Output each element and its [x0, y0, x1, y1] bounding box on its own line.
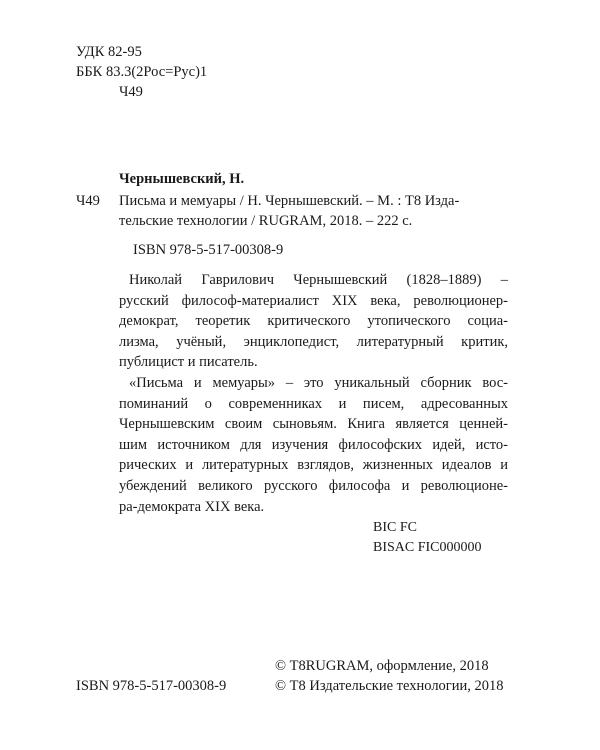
copyright-t8: © Т8 Издательские технологии, 2018	[275, 678, 504, 694]
annotation-line: ра-демократа XIX века.	[119, 498, 265, 515]
author-heading: Чернышевский, Н.	[119, 171, 245, 187]
title-line-2: тельские технологии / RUGRAM, 2018. – 222 с.	[119, 213, 413, 229]
annotation-line: Николай Гаврилович Чернышевский (1828–1889) –	[129, 272, 508, 288]
annotation-line: «Письма и мемуары» – это уникальный сборник вос-	[129, 375, 508, 391]
record-mark: Ч49	[76, 193, 100, 209]
bbk-code: ББК 83.3(2Рос=Рус)1	[76, 64, 208, 80]
annotation-paragraph-2	[119, 373, 508, 517]
annotation-line: лизма, учёный, энциклопедист, литературный критик,	[119, 333, 508, 350]
udk-code: УДК 82-95	[76, 44, 142, 60]
title-line-1: Письма и мемуары / Н. Чернышевский. – М. : Т8 Изда-	[119, 193, 460, 209]
record-isbn: ISBN 978-5-517-00308-9	[133, 242, 284, 258]
annotation-line: шим источником для изучения философских идей, исто-	[119, 436, 508, 453]
annotation-line: рических и литературных взглядов, жизненных идеалов и	[119, 457, 508, 474]
author-mark: Ч49	[119, 84, 143, 100]
annotation-line: демократ, теоретик критического утопического социа-	[119, 313, 508, 330]
annotation-line: Чернышевским своим сыновьям. Книга является ценней-	[119, 416, 508, 433]
annotation-line: поминаний о современниках и писем, адресованных	[119, 395, 508, 412]
annotation-line: русский философ-материалист XIX века, революционер-	[119, 292, 508, 309]
bisac-code: BISAC FIC000000	[373, 540, 482, 555]
annotation-line: публицист и писатель.	[119, 354, 258, 371]
annotation-paragraph-1	[119, 270, 508, 373]
bic-code: BIC FC	[373, 520, 417, 535]
footer-isbn: ISBN 978-5-517-00308-9	[76, 678, 227, 694]
copyright-rugram: © Т8RUGRAM, оформление, 2018	[275, 658, 489, 674]
annotation-line: убеждений великого русского философа и революционе-	[119, 477, 508, 494]
